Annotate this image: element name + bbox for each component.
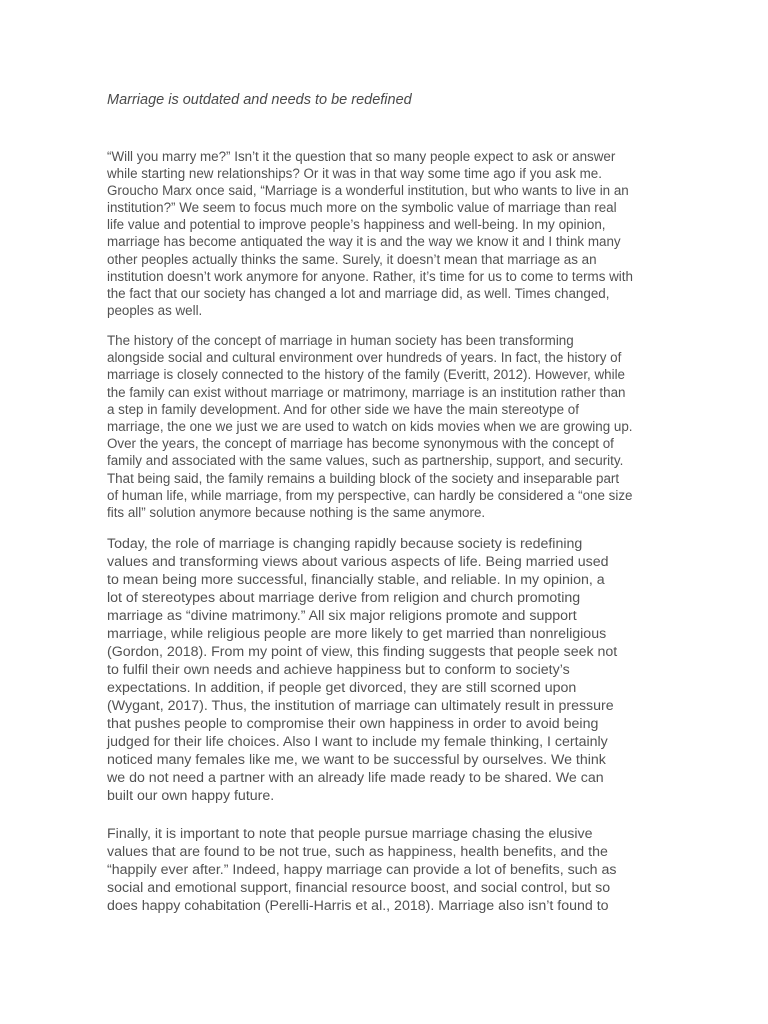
paragraph-2: The history of the concept of marriage in human society has been transforming alongside social and cultural environment over hundreds of years. In fact, the history of marriage is closely connected to the history of the family (Everitt, 2012). However, while the family can exist without marriage or matrimony, marriage is an institution rather than a step in family development. And for other side we have the main stereotype of marriage, the one we just we are used to watch on kids movies when we are growing up. Over the years, the concept of marriage has become synonymous with the concept of family and associated with the same values, such as partnership, support, and security. That being said, the family remains a building block of the society and inseparable part of human life, while marriage, from my perspective, can hardly be considered a “one size fits all” solution anymore because nothing is the same anymore. [107, 332, 633, 520]
paragraph-3: Today, the role of marriage is changing rapidly because society is redefining values and transforming views about various aspects of life. Being married used to mean being more successful, financially stable, and reliable. In my opinion, a lot of stereotypes about marriage derive from religion and church promoting marriage as “divine matrimony.” All six major religions promote and support marriage, while religious people are more likely to get married than nonreligious (Gordon, 2018). From my point of view, this finding suggests that people seek not to fulfil their own needs and achieve happiness but to conform to society’s expectations. In addition, if people get divorced, they are still scorned upon (Wygant, 2017). Thus, the institution of marriage can ultimately result in pressure that pushes people to compromise their own happiness in order to avoid being judged for their life choices. Also I want to include my female thinking, I certainly noticed many females like me, we want to be successful by ourselves. We think we do not need a partner with an already life made ready to be shared. We can built our own happy future. [107, 536, 618, 805]
document-title: Marriage is outdated and needs to be redefined [107, 92, 412, 108]
document-body [107, 148, 663, 915]
paragraph-1: “Will you marry me?” Isn’t it the question that so many people expect to ask or answer while starting new relationships? Or it was in that way some time ago if you ask me. Groucho Marx once said, “Marriage is a wonderful institution, but who wants to live in an institution?” We seem to focus much more on the symbolic value of marriage than real life value and potential to improve people’s happiness and well-being. In my opinion, marriage has become antiquated the way it is and the way we know it and I think many other peoples actually thinks the same. Surely, it doesn’t mean that marriage as an institution doesn’t work anymore for anyone. Rather, it’s time for us to come to terms with the fact that our society has changed a lot and marriage did, as well. Times changed, peoples as well. [107, 149, 633, 318]
paragraph-4: Finally, it is important to note that people pursue marriage chasing the elusive values that are found to be not true, such as happiness, health benefits, and the “happily ever after.” Indeed, happy marriage can provide a lot of benefits, such as social and emotional support, financial resource boost, and social control, but so does happy cohabitation (Perelli-Harris et al., 2018). Marriage also isn’t found to [107, 826, 617, 915]
